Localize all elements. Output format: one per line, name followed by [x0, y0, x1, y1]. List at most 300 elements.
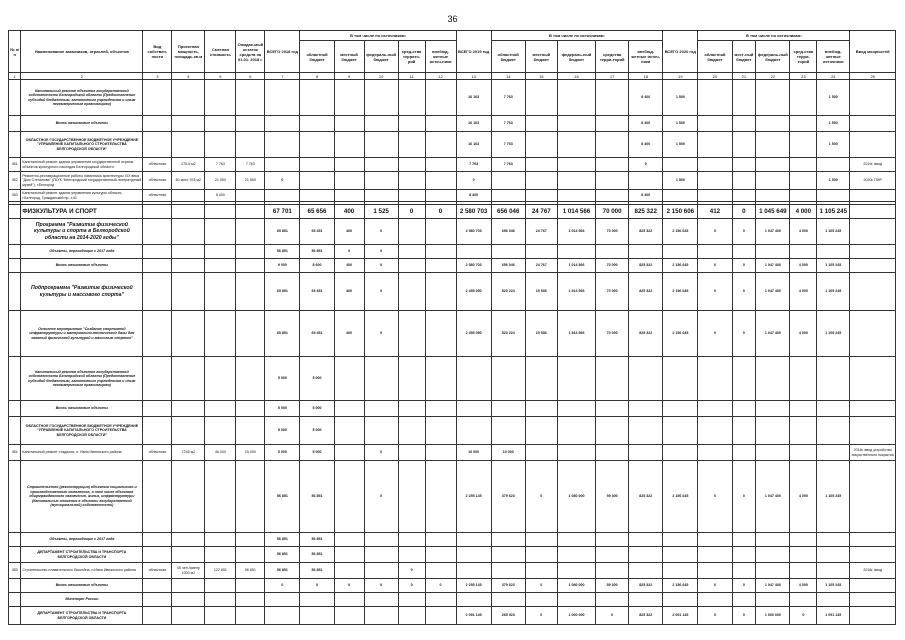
table-cell: 825 322: [629, 607, 663, 625]
row-name-cell: ОБЛАСТНОЕ ГОСУДАРСТВЕННОЕ БЮДЖЕТНОЕ УЧРЕЖДЕНИЕ "УПРАВЛЕНИЕ КАПИТАЛЬНОГО СТРОИТЕЛЬСТВА БЕЛГОРОДСКОЙ ОБЛАСТИ": [21, 132, 143, 158]
table-cell: [398, 158, 425, 172]
table-cell: 0: [364, 579, 398, 593]
table-cell: 2 455 050: [456, 273, 491, 311]
table-cell: [236, 311, 265, 357]
table-cell: [425, 311, 456, 357]
table-cell: [236, 132, 265, 158]
table-cell: [334, 563, 364, 579]
table-cell: [334, 158, 364, 172]
table-cell: 0: [265, 579, 300, 593]
table-cell: [596, 445, 629, 461]
table-cell: [172, 533, 205, 547]
table-cell: 7 763: [205, 158, 236, 172]
table-cell: [143, 80, 172, 116]
table-cell: [205, 259, 236, 273]
table-cell: [698, 80, 732, 116]
table-cell: [525, 190, 557, 202]
column-number: 24: [817, 73, 850, 80]
table-cell: [790, 417, 817, 445]
table-cell: [364, 417, 398, 445]
table-cell: [425, 190, 456, 202]
header-cost: Сметная стоимость: [205, 31, 236, 73]
table-cell: [790, 533, 817, 547]
table-cell: [732, 445, 756, 461]
table-cell: областная: [143, 445, 172, 461]
header-2018-regional: областной бюджет: [300, 41, 334, 73]
table-cell: [236, 547, 265, 563]
table-cell: [629, 533, 663, 547]
table-cell: [334, 80, 364, 116]
table-cell: [850, 273, 896, 311]
table-row: [9, 158, 896, 172]
table-cell: 10 000: [456, 445, 491, 461]
table-cell: [525, 563, 557, 579]
table-cell: [525, 158, 557, 172]
table-cell: [456, 593, 491, 607]
row-number-cell: [9, 533, 21, 547]
table-cell: [172, 245, 205, 259]
table-cell: 65 851: [265, 273, 300, 311]
table-cell: 1 500: [817, 116, 850, 132]
table-cell: [790, 158, 817, 172]
table-cell: 5 000: [265, 401, 300, 417]
table-cell: [698, 116, 732, 132]
column-number: 3: [143, 73, 172, 80]
table-cell: 5 000: [265, 417, 300, 445]
row-name-cell: Вновь начинаемые объекты: [21, 401, 143, 417]
row-name-cell: Вновь начинаемые объекты: [21, 259, 143, 273]
table-cell: 1 045 649: [756, 205, 790, 219]
table-cell: 1 500: [663, 116, 698, 132]
row-number-cell: [9, 461, 21, 533]
table-cell: 1 105 245: [817, 461, 850, 533]
table-cell: [205, 607, 236, 625]
table-cell: [398, 401, 425, 417]
table-cell: 65 656: [300, 205, 334, 219]
row-number-cell: [9, 547, 21, 563]
table-cell: [491, 245, 525, 259]
table-cell: 65 851: [265, 219, 300, 245]
table-cell: [205, 579, 236, 593]
table-row: [9, 607, 896, 625]
table-cell: [334, 593, 364, 607]
table-cell: [491, 401, 525, 417]
table-cell: [525, 417, 557, 445]
table-cell: 0: [398, 579, 425, 593]
table-cell: [236, 607, 265, 625]
table-cell: 56 851: [265, 533, 300, 547]
table-cell: [756, 533, 790, 547]
table-cell: 24 767: [525, 205, 557, 219]
column-number: 23: [790, 73, 817, 80]
table-cell: 1 047 400: [756, 259, 790, 273]
table-cell: [398, 311, 425, 357]
table-row: [9, 593, 896, 607]
header-capacity: Проектная мощность, площадь кв.м: [172, 31, 205, 73]
table-cell: [236, 205, 265, 219]
table-cell: 1 105 245: [817, 205, 850, 219]
row-name-cell: ДЕПАРТАМЕНТ СТРОИТЕЛЬСТВА И ТРАНСПОРТА БЕЛГОРОДСКОЙ ОБЛАСТИ: [21, 547, 143, 563]
table-cell: 4 000: [790, 205, 817, 219]
table-cell: 400: [334, 273, 364, 311]
table-cell: [663, 401, 698, 417]
table-cell: [756, 593, 790, 607]
table-cell: 7 763: [491, 80, 525, 116]
table-cell: [790, 593, 817, 607]
table-cell: [425, 357, 456, 401]
table-cell: [525, 593, 557, 607]
table-cell: [205, 417, 236, 445]
table-cell: [629, 401, 663, 417]
table-cell: [850, 547, 896, 563]
table-cell: [364, 357, 398, 401]
table-cell: 656 046: [491, 205, 525, 219]
table-cell: [456, 547, 491, 563]
table-cell: 0: [525, 579, 557, 593]
table-cell: [756, 132, 790, 158]
table-cell: [236, 116, 265, 132]
table-row: [9, 579, 896, 593]
table-cell: [817, 190, 850, 202]
table-cell: [334, 190, 364, 202]
table-cell: [525, 533, 557, 547]
table-cell: [425, 219, 456, 245]
table-cell: 265 923: [491, 607, 525, 625]
table-cell: [850, 607, 896, 625]
table-cell: 7 763: [236, 158, 265, 172]
table-cell: [425, 158, 456, 172]
row-name-cell: Объекты, переходящие с 2017 года: [21, 245, 143, 259]
table-cell: 2 150 606: [663, 205, 698, 219]
table-cell: [425, 172, 456, 190]
table-cell: 0: [698, 461, 732, 533]
header-name: Наименование заказчиков, отраслей, объектов: [21, 31, 143, 73]
table-cell: 0: [364, 259, 398, 273]
table-cell: [172, 116, 205, 132]
table-cell: 2 455 050: [456, 311, 491, 357]
column-number: 13: [456, 73, 491, 80]
table-cell: [172, 273, 205, 311]
table-cell: [425, 132, 456, 158]
table-cell: [790, 563, 817, 579]
table-cell: [300, 80, 334, 116]
table-cell: [425, 401, 456, 417]
table-cell: [205, 311, 236, 357]
table-cell: 2018г. ввод устройство искусственного покрытия: [850, 445, 896, 461]
table-cell: 2 580 703: [456, 219, 491, 245]
row-number-cell: [9, 116, 21, 132]
table-cell: [143, 116, 172, 132]
table-cell: [398, 190, 425, 202]
table-cell: [756, 80, 790, 116]
table-cell: [143, 357, 172, 401]
table-cell: 1 000 000: [756, 607, 790, 625]
table-cell: 1 500: [817, 132, 850, 158]
table-cell: [756, 445, 790, 461]
table-row: [9, 80, 896, 116]
table-cell: 2 156 645: [663, 579, 698, 593]
table-cell: [629, 357, 663, 401]
row-name-cell: Капитальный ремонт здания управления культуры области, г.Белгород, Гражданский пр.-т,41: [21, 190, 143, 202]
table-cell: 9 000: [265, 259, 300, 273]
table-cell: [398, 461, 425, 533]
table-cell: [557, 116, 595, 132]
table-cell: [817, 401, 850, 417]
table-cell: [663, 593, 698, 607]
row-name-cell: Программа "Развитие физической культуры и спорта в Белгородской области на 2014-2020 годы": [21, 219, 143, 245]
header-2020-regional: областной бюджет: [698, 41, 732, 73]
table-cell: [817, 547, 850, 563]
table-cell: 56 851: [265, 563, 300, 579]
table-cell: [525, 172, 557, 190]
table-cell: [491, 593, 525, 607]
table-cell: 24 767: [525, 259, 557, 273]
table-cell: [456, 563, 491, 579]
table-cell: 1 014 566: [557, 259, 595, 273]
table-cell: [205, 401, 236, 417]
table-cell: [236, 357, 265, 401]
table-cell: 400: [334, 259, 364, 273]
column-number: 2: [21, 73, 143, 80]
table-cell: 4 000: [790, 259, 817, 273]
table-cell: 1 091 145: [817, 607, 850, 625]
table-cell: 59 300: [596, 579, 629, 593]
table-cell: [596, 172, 629, 190]
table-cell: 0: [364, 445, 398, 461]
table-cell: 0: [334, 579, 364, 593]
table-row: [9, 116, 896, 132]
table-cell: [205, 205, 236, 219]
table-cell: 1 500: [663, 172, 698, 190]
table-cell: 80 мест 978 м2: [172, 172, 205, 190]
table-cell: [300, 158, 334, 172]
header-2018-local: местный бюджет: [334, 41, 364, 73]
table-cell: [205, 547, 236, 563]
table-cell: 1 525: [364, 205, 398, 219]
table-cell: [790, 116, 817, 132]
table-cell: [596, 401, 629, 417]
table-cell: 2 156 645: [663, 461, 698, 533]
table-cell: 2 156 645: [663, 311, 698, 357]
table-cell: [364, 80, 398, 116]
table-cell: [236, 219, 265, 245]
row-number-cell: [9, 417, 21, 445]
table-cell: [756, 563, 790, 579]
table-cell: [398, 80, 425, 116]
table-cell: [756, 172, 790, 190]
table-cell: [732, 401, 756, 417]
table-cell: [364, 116, 398, 132]
column-number: 1: [9, 73, 21, 80]
table-cell: [698, 547, 732, 563]
table-cell: [698, 190, 732, 202]
table-cell: [236, 245, 265, 259]
table-row: [9, 401, 896, 417]
header-2020-territory: сред-ства терри-торий: [790, 41, 817, 73]
table-cell: 0: [732, 311, 756, 357]
table-cell: 0: [398, 205, 425, 219]
table-cell: [732, 245, 756, 259]
table-cell: [732, 357, 756, 401]
table-row: [9, 132, 896, 158]
table-cell: [491, 417, 525, 445]
table-cell: 0: [698, 311, 732, 357]
table-cell: [300, 190, 334, 202]
table-cell: [557, 158, 595, 172]
table-cell: [756, 401, 790, 417]
table-row: [9, 205, 896, 219]
table-cell: 656 046: [491, 259, 525, 273]
table-cell: [596, 132, 629, 158]
table-cell: 0: [732, 579, 756, 593]
column-number: 18: [629, 73, 663, 80]
row-name-cell: Капитальный ремонт объектов государственной собственности Белгородской области (Предоставление субсидий бюджетным, автономным учреждениям и иным некоммерческим организациям): [21, 357, 143, 401]
table-cell: 56 851: [265, 547, 300, 563]
table-cell: 520 224: [491, 311, 525, 357]
table-cell: [364, 172, 398, 190]
table-cell: [205, 80, 236, 116]
table-cell: областная: [143, 190, 172, 202]
table-cell: [698, 593, 732, 607]
table-cell: 5 000: [300, 401, 334, 417]
table-cell: 1 105 245: [817, 579, 850, 593]
table-cell: 825 322: [629, 219, 663, 245]
table-cell: [205, 245, 236, 259]
table-cell: [790, 190, 817, 202]
table-cell: [334, 547, 364, 563]
table-cell: [300, 172, 334, 190]
table-cell: 16 163: [456, 116, 491, 132]
table-cell: 2 156 645: [663, 259, 698, 273]
table-cell: 0: [456, 172, 491, 190]
table-cell: [334, 533, 364, 547]
table-cell: [629, 445, 663, 461]
table-cell: [172, 259, 205, 273]
table-cell: [265, 607, 300, 625]
table-cell: [732, 132, 756, 158]
column-number: 6: [236, 73, 265, 80]
table-cell: 56 851: [300, 563, 334, 579]
table-cell: 7 763: [456, 158, 491, 172]
table-cell: 1 080 000: [557, 461, 595, 533]
table-cell: 56 851: [265, 461, 300, 533]
table-cell: [398, 533, 425, 547]
table-cell: [172, 607, 205, 625]
header-remain: Ожидае-мый остаток средств на 01.01. 2018 г.: [236, 31, 265, 73]
table-cell: 59 300: [596, 461, 629, 533]
header-2019-regional: областной бюджет: [491, 41, 525, 73]
table-cell: 0: [732, 219, 756, 245]
table-cell: [205, 593, 236, 607]
table-cell: [334, 401, 364, 417]
row-number-cell: 454: [9, 445, 21, 461]
row-name-cell: Капитальный ремонт объектов государственной собственности Белгородской области (Предоставление субсидий бюджетным, автономным учреждениям и иным некоммерческим организациям): [21, 80, 143, 116]
table-cell: [143, 132, 172, 158]
table-cell: 825 322: [629, 205, 663, 219]
table-cell: [732, 80, 756, 116]
table-cell: [425, 533, 456, 547]
table-cell: 0: [732, 259, 756, 273]
table-cell: [850, 533, 896, 547]
table-cell: 1 105 245: [817, 219, 850, 245]
table-cell: [236, 401, 265, 417]
table-cell: 0: [698, 579, 732, 593]
table-cell: [491, 190, 525, 202]
table-cell: 4 000: [790, 219, 817, 245]
table-cell: [334, 357, 364, 401]
table-cell: областная: [143, 172, 172, 190]
table-cell: 1 047 400: [756, 219, 790, 245]
table-cell: [364, 593, 398, 607]
table-cell: [790, 245, 817, 259]
header-power: Ввод мощностей: [850, 31, 896, 73]
table-cell: 0: [698, 273, 732, 311]
column-number: 17: [596, 73, 629, 80]
table-cell: [732, 547, 756, 563]
row-number-cell: 452: [9, 172, 21, 190]
table-cell: [790, 445, 817, 461]
table-cell: 0: [698, 219, 732, 245]
table-cell: [525, 547, 557, 563]
table-cell: 825 322: [629, 273, 663, 311]
table-cell: [698, 401, 732, 417]
table-cell: 825 322: [629, 579, 663, 593]
table-cell: [850, 116, 896, 132]
table-cell: 70 000: [596, 311, 629, 357]
table-cell: [456, 245, 491, 259]
table-cell: 0: [698, 607, 732, 625]
table-cell: [850, 461, 896, 533]
row-name-cell: Подпрограмма "Развитие физической культуры и массового спорта": [21, 273, 143, 311]
table-cell: [817, 417, 850, 445]
header-2018-territory: сред-ства террито-рий: [398, 41, 425, 73]
table-cell: [398, 357, 425, 401]
table-cell: 45 чел./смену 1000 м2: [172, 563, 205, 579]
header-2019-federal: федераль-ный бюджет: [557, 41, 595, 73]
table-cell: [364, 158, 398, 172]
table-cell: 0: [425, 205, 456, 219]
table-cell: 400: [334, 205, 364, 219]
table-cell: 4 000: [790, 579, 817, 593]
table-cell: 8 400: [629, 80, 663, 116]
table-cell: [525, 445, 557, 461]
table-cell: [850, 190, 896, 202]
table-cell: 379 623: [491, 579, 525, 593]
table-cell: 8 400: [629, 116, 663, 132]
table-cell: 70 000: [596, 205, 629, 219]
table-cell: [756, 245, 790, 259]
header-2020-offbudget: внебюд-жетные источники: [817, 41, 850, 73]
table-cell: [596, 593, 629, 607]
row-name-cell: Капитальный ремонт стадиона, п. Ивня Ивнянского района: [21, 445, 143, 461]
table-cell: 15 536: [525, 273, 557, 311]
table-cell: [663, 190, 698, 202]
table-row: [9, 245, 896, 259]
table-cell: [425, 445, 456, 461]
table-cell: [143, 533, 172, 547]
table-cell: [790, 172, 817, 190]
table-cell: [143, 401, 172, 417]
table-cell: [698, 533, 732, 547]
table-cell: 10 000: [491, 445, 525, 461]
header-no: № п/п: [9, 31, 21, 73]
table-cell: 0: [732, 461, 756, 533]
table-cell: 8 400: [205, 190, 236, 202]
table-cell: [205, 219, 236, 245]
table-cell: 7 763: [491, 116, 525, 132]
table-cell: [817, 533, 850, 547]
table-cell: [732, 563, 756, 579]
